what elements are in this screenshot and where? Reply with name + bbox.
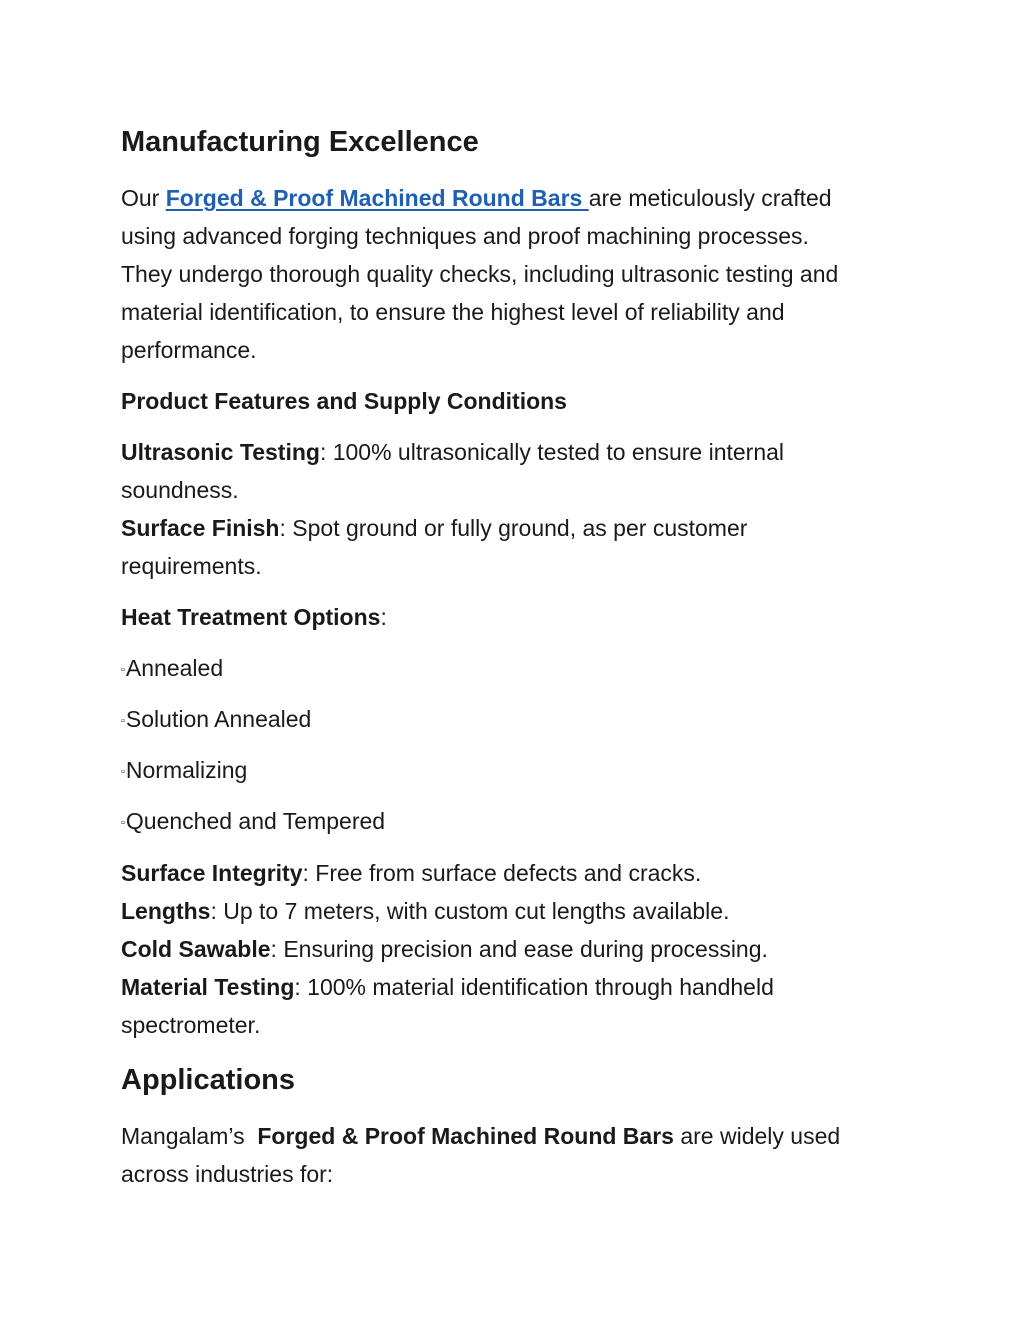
surface-integrity-line <box>121 854 701 892</box>
square-bullet-icon: ▫ <box>121 664 125 676</box>
heat-option-label: Solution Annealed <box>125 706 312 732</box>
lengths-line <box>121 892 729 930</box>
ultrasonic-line-1 <box>121 433 784 471</box>
heat-option-item <box>121 700 311 740</box>
surface-finish-line-1 <box>121 509 747 547</box>
heat-option-item <box>121 649 223 689</box>
surface-finish-label: Surface Finish <box>121 515 280 541</box>
square-bullet-icon: ▫ <box>121 766 125 778</box>
cold-sawable-line <box>121 930 768 968</box>
square-bullet-icon: ▫ <box>121 817 125 829</box>
features-heading: Product Features and Supply Conditions <box>121 388 567 414</box>
lengths-text: : Up to 7 meters, with custom cut lengths available. <box>210 898 730 924</box>
heat-option-label: Quenched and Tempered <box>125 808 386 834</box>
lengths-label: Lengths <box>121 898 211 924</box>
intro-line-2: using advanced forging techniques and proof machining processes. <box>121 223 809 249</box>
applications-heading: Applications <box>121 1064 296 1096</box>
heat-treatment-colon: : <box>380 604 387 630</box>
manufacturing-heading: Manufacturing Excellence <box>121 126 479 158</box>
material-testing-label: Material Testing <box>121 974 295 1000</box>
ultrasonic-text: : 100% ultrasonically tested to ensure internal <box>319 439 785 465</box>
material-testing-line-1 <box>121 968 774 1006</box>
surface-integrity-text: : Free from surface defects and cracks. <box>302 860 702 886</box>
heat-option-label: Normalizing <box>125 757 248 783</box>
applications-prefix: Mangalam’s <box>121 1123 258 1149</box>
cold-sawable-label: Cold Sawable <box>121 936 271 962</box>
square-bullet-icon: ▫ <box>121 715 125 727</box>
surface-finish-text: : Spot ground or fully ground, as per customer <box>279 515 748 541</box>
cold-sawable-text: : Ensuring precision and ease during processing. <box>270 936 768 962</box>
ultrasonic-line-2: soundness. <box>121 477 239 503</box>
ultrasonic-label: Ultrasonic Testing <box>121 439 320 465</box>
intro-prefix: Our <box>121 185 166 211</box>
intro-line-1 <box>121 179 832 217</box>
intro-line-3: They undergo thorough quality checks, including ultrasonic testing and <box>121 261 839 287</box>
applications-text: are widely used <box>673 1123 841 1149</box>
heat-treatment-heading <box>121 598 387 636</box>
material-testing-text: : 100% material identification through handheld <box>294 974 774 1000</box>
applications-product: Forged & Proof Machined Round Bars <box>257 1123 674 1149</box>
product-link[interactable]: Forged & Proof Machined Round Bars <box>165 185 589 211</box>
material-testing-line-2: spectrometer. <box>121 1012 261 1038</box>
surface-finish-line-2: requirements. <box>121 553 262 579</box>
heat-treatment-label: Heat Treatment Options <box>121 604 381 630</box>
heat-option-item <box>121 802 385 842</box>
intro-text: are meticulously crafted <box>588 185 832 211</box>
applications-line-1 <box>121 1117 840 1155</box>
heat-option-label: Annealed <box>125 655 224 681</box>
intro-line-4: material identification, to ensure the highest level of reliability and <box>121 299 785 325</box>
surface-integrity-label: Surface Integrity <box>121 860 303 886</box>
intro-line-5: performance. <box>121 337 257 363</box>
applications-line-2: across industries for: <box>121 1161 334 1187</box>
heat-option-item <box>121 751 247 791</box>
